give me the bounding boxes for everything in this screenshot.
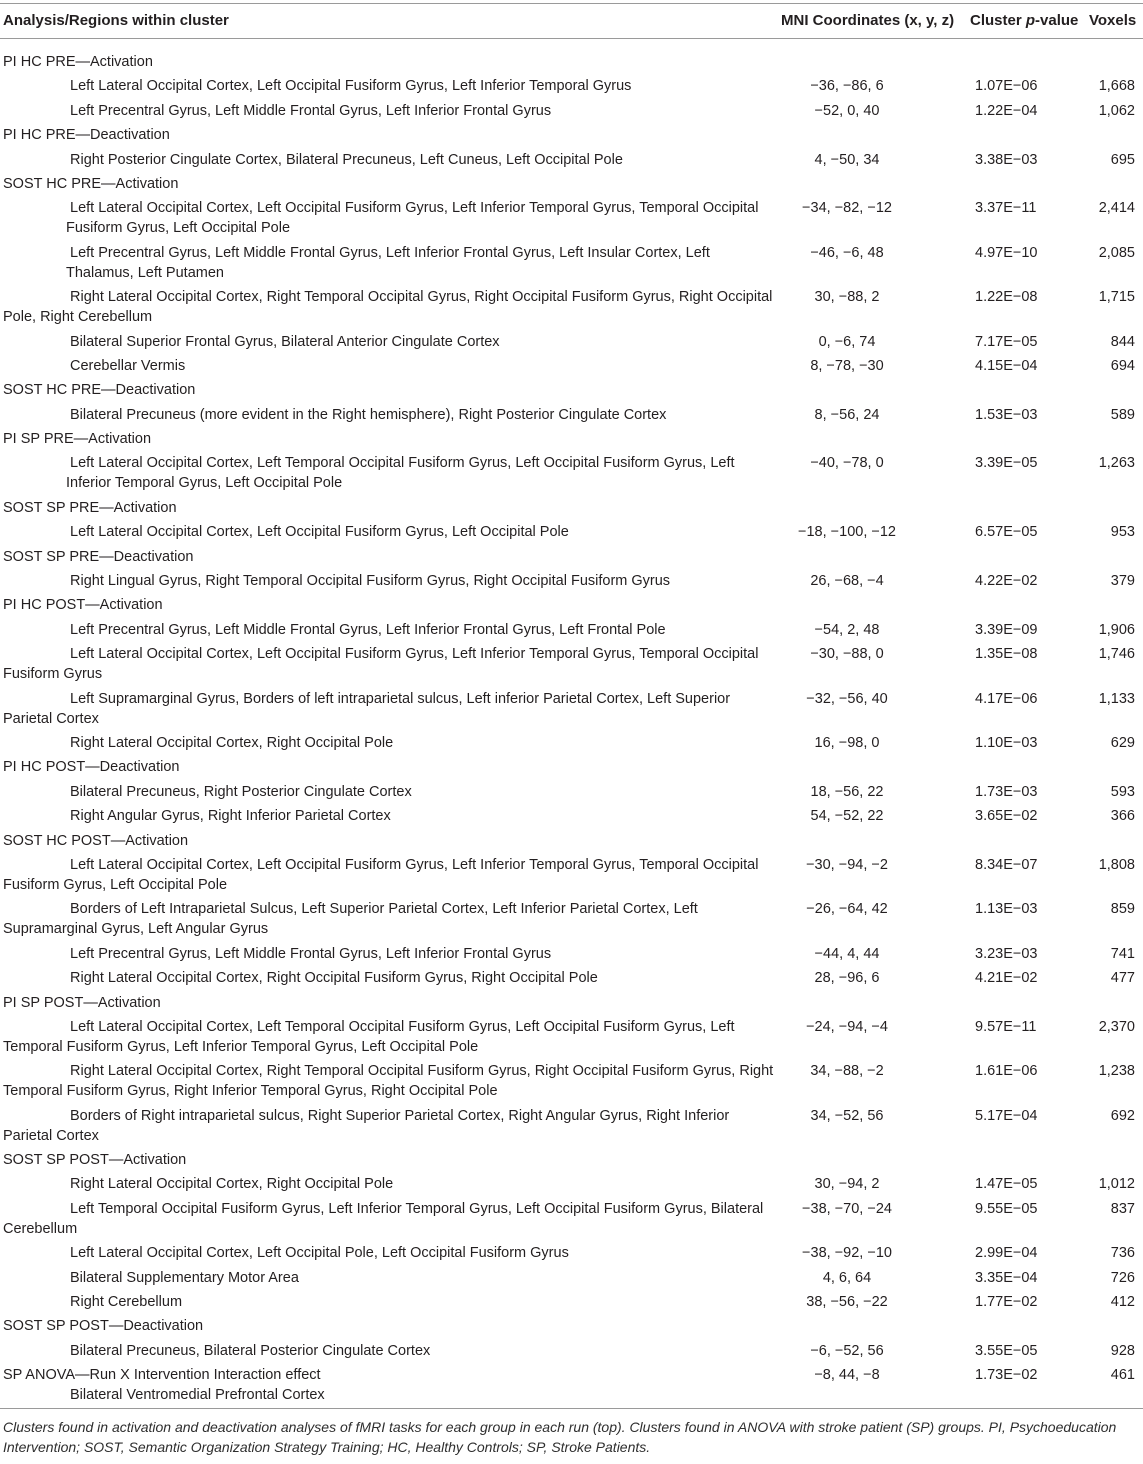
p-value-cell: 3.37E−11: [975, 200, 1037, 217]
mni-coordinates-cell: 34, −52, 56: [810, 1107, 884, 1124]
table-row: [0, 806, 1143, 830]
p-value-cell: 4.22E−02: [975, 573, 1038, 590]
p-value-cell: 3.38E−03: [975, 151, 1038, 168]
region-cell: Left Lateral Occipital Cortex, Left Occipital Fusiform Gyrus, Left Occipital Pole: [70, 524, 569, 541]
group-heading: SOST SP PRE—Deactivation: [3, 548, 194, 565]
region-cell: Right Lateral Occipital Cortex, Right Occipital Pole: [70, 734, 394, 751]
mni-coordinates-cell: −30, −88, 0: [810, 646, 884, 663]
voxels-cell: 1,715: [1098, 289, 1135, 306]
mni-coordinates-cell: −46, −6, 48: [810, 244, 884, 261]
voxels-cell: 694: [1110, 357, 1135, 374]
p-value-cell: 6.57E−05: [975, 524, 1038, 541]
table-row: [0, 1341, 1143, 1365]
voxels-cell: 726: [1110, 1269, 1135, 1286]
anova-row: [0, 1365, 1143, 1385]
region-cell: Left Supramarginal Gyrus, Borders of left intraparietal sulcus, Left inferior Parietal Cortex, Left Superior Parietal Cortex: [3, 690, 731, 727]
mni-coordinates-cell: 8, −78, −30: [810, 357, 884, 374]
voxels-cell: 953: [1110, 524, 1135, 541]
table-row: [0, 243, 1143, 287]
voxels-cell: 1,668: [1098, 78, 1135, 95]
table-row: [0, 733, 1143, 757]
region-cell: Right Cerebellum: [70, 1294, 183, 1311]
region-cell: Right Lateral Occipital Cortex, Right Temporal Occipital Fusiform Gyrus, Right Occipital Fusiform Gyrus, Right Temporal Fusiform Gyrus, Right Inferior Temporal Gyrus, Right Occipital Pole: [3, 1063, 774, 1100]
p-value-cell: 2.99E−04: [975, 1245, 1038, 1262]
table-row: [0, 1061, 1143, 1105]
region-cell: Left Precentral Gyrus, Left Middle Frontal Gyrus, Left Inferior Frontal Gyrus, Left Frontal Pole: [70, 621, 666, 638]
mni-coordinates-cell: −6, −52, 56: [810, 1342, 884, 1359]
table-row: [0, 644, 1143, 688]
group-heading: PI HC PRE—Deactivation: [3, 127, 170, 144]
table-row: [0, 332, 1143, 356]
table-row: [0, 782, 1143, 806]
region-cell: Left Lateral Occipital Cortex, Left Occipital Fusiform Gyrus, Left Inferior Temporal Gyrus: [70, 78, 632, 95]
group-heading: PI SP POST—Activation: [3, 994, 161, 1011]
bottom-rule: [0, 1408, 1143, 1409]
voxels-cell: 1,133: [1098, 690, 1135, 707]
p-value-cell: 3.55E−05: [975, 1342, 1038, 1359]
table-row: [0, 1292, 1143, 1316]
table-row: [0, 571, 1143, 595]
group-heading: PI SP PRE—Activation: [3, 431, 152, 448]
mni-coordinates-cell: 18, −56, 22: [810, 783, 884, 800]
p-value-cell: 3.23E−03: [975, 945, 1038, 962]
region-cell: Borders of Right intraparietal sulcus, Right Superior Parietal Cortex, Right Angular Gyrus, Right Inferior Parietal Cortex: [3, 1107, 730, 1144]
region-cell: Left Lateral Occipital Cortex, Left Occipital Fusiform Gyrus, Left Inferior Temporal Gyrus, Temporal Occipital Fusiform Gyrus, Left Occipital Pole: [66, 200, 759, 237]
mni-coordinates-cell: 4, 6, 64: [822, 1269, 872, 1286]
mni-coordinates-cell: 16, −98, 0: [814, 734, 880, 751]
region-cell: Bilateral Supplementary Motor Area: [70, 1269, 299, 1286]
mni-coordinates-cell: −44, 4, 44: [814, 945, 880, 962]
p-value-cell: 1.13E−03: [975, 901, 1038, 918]
p-header-suffix: -value: [1035, 12, 1079, 29]
p-header-prefix: Cluster: [970, 12, 1026, 29]
table-row: [0, 356, 1143, 380]
voxels-cell: 477: [1110, 970, 1135, 987]
voxels-cell: 837: [1110, 1200, 1135, 1217]
mni-coordinates-cell: −8, 44, −8: [814, 1367, 880, 1384]
region-cell: Bilateral Ventromedial Prefrontal Cortex: [70, 1387, 325, 1404]
p-value-cell: 4.21E−02: [975, 970, 1038, 987]
region-cell: Left Precentral Gyrus, Left Middle Frontal Gyrus, Left Inferior Frontal Gyrus, Left Insular Cortex, Left Thalamus, Left Putamen: [66, 244, 710, 281]
mni-coordinates-cell: −34, −82, −12: [802, 200, 892, 217]
p-value-cell: 5.17E−04: [975, 1107, 1038, 1124]
voxels-cell: 859: [1110, 901, 1135, 918]
mni-coordinates-cell: 8, −56, 24: [814, 406, 880, 423]
voxels-cell: 1,746: [1098, 646, 1135, 663]
mni-coordinates-cell: 28, −96, 6: [814, 970, 880, 987]
table-row: [0, 968, 1143, 992]
group-heading: SOST SP POST—Activation: [3, 1152, 187, 1169]
region-cell: Right Lateral Occipital Cortex, Right Occipital Fusiform Gyrus, Right Occipital Pole: [70, 970, 598, 987]
group-heading: PI HC POST—Activation: [3, 597, 163, 614]
table-row: [0, 1268, 1143, 1292]
table-row: [0, 1199, 1143, 1243]
region-cell: Left Lateral Occipital Cortex, Left Occipital Fusiform Gyrus, Left Inferior Temporal Gyrus, Temporal Occipital Fusiform Gyrus: [3, 646, 759, 683]
anova-region-row: [0, 1385, 1143, 1409]
mni-coordinates-cell: −32, −56, 40: [806, 690, 888, 707]
mni-coordinates-cell: 38, −56, −22: [806, 1294, 888, 1311]
p-value-cell: 1.73E−02: [975, 1367, 1038, 1384]
group-heading: SOST HC PRE—Activation: [3, 175, 179, 192]
region-cell: Right Angular Gyrus, Right Inferior Parietal Cortex: [70, 808, 391, 825]
region-cell: Left Lateral Occipital Cortex, Left Temporal Occipital Fusiform Gyrus, Left Occipital Fusiform Gyrus, Left Inferior Temporal Gyrus, Left Occipital Pole: [66, 455, 735, 492]
mni-coordinates-cell: −52, 0, 40: [814, 102, 880, 119]
mni-coordinates-cell: 0, −6, 74: [818, 333, 876, 350]
p-value-cell: 4.17E−06: [975, 690, 1038, 707]
voxels-cell: 629: [1110, 734, 1135, 751]
p-value-cell: 1.73E−03: [975, 783, 1038, 800]
mni-coordinates-cell: −18, −100, −12: [798, 524, 896, 541]
table-row: [0, 405, 1143, 429]
voxels-cell: 366: [1110, 808, 1135, 825]
p-value-cell: 9.55E−05: [975, 1200, 1038, 1217]
p-value-cell: 1.77E−02: [975, 1294, 1038, 1311]
p-value-cell: 3.65E−02: [975, 808, 1038, 825]
p-value-cell: 1.07E−06: [975, 78, 1038, 95]
table-row: [0, 1243, 1143, 1267]
table-row: [0, 101, 1143, 125]
mni-coordinates-cell: −38, −92, −10: [802, 1245, 892, 1262]
table-row: [0, 522, 1143, 546]
region-cell: Right Lingual Gyrus, Right Temporal Occipital Fusiform Gyrus, Right Occipital Fusiform Gyrus: [70, 573, 671, 590]
mni-coordinates-cell: −36, −86, 6: [810, 78, 884, 95]
region-cell: Cerebellar Vermis: [70, 357, 186, 374]
p-value-cell: 1.35E−08: [975, 646, 1038, 663]
region-cell: Bilateral Precuneus (more evident in the Right hemisphere), Right Posterior Cingulate Cortex: [70, 406, 667, 423]
region-cell: Bilateral Precuneus, Right Posterior Cingulate Cortex: [70, 783, 412, 800]
p-value-cell: 3.39E−05: [975, 455, 1038, 472]
region-cell: Right Lateral Occipital Cortex, Right Occipital Pole: [70, 1176, 394, 1193]
mni-coordinates-cell: −54, 2, 48: [814, 621, 880, 638]
mni-coordinates-cell: 26, −68, −4: [810, 573, 884, 590]
table-row: [0, 620, 1143, 644]
group-heading: SOST SP POST—Deactivation: [3, 1318, 204, 1335]
group-heading: SOST SP PRE—Activation: [3, 499, 177, 516]
voxels-cell: 1,238: [1098, 1063, 1135, 1080]
table-row: [0, 76, 1143, 100]
group-heading: PI HC PRE—Activation: [3, 54, 153, 70]
table-row: [0, 1017, 1143, 1061]
voxels-cell: 593: [1110, 783, 1135, 800]
voxels-cell: 1,062: [1098, 102, 1135, 119]
mni-coordinates-cell: 30, −88, 2: [814, 289, 880, 306]
p-header-italic: p: [1025, 12, 1036, 29]
region-cell: Left Lateral Occipital Cortex, Left Occipital Pole, Left Occipital Fusiform Gyrus: [70, 1245, 569, 1262]
table-row: [0, 150, 1143, 174]
column-header-mni: MNI Coordinates (x, y, z): [781, 12, 955, 29]
voxels-cell: 736: [1110, 1245, 1135, 1262]
header-rule: [0, 38, 1143, 39]
mni-coordinates-cell: −40, −78, 0: [810, 455, 884, 472]
mni-coordinates-cell: 34, −88, −2: [810, 1063, 884, 1080]
voxels-cell: 2,370: [1098, 1018, 1135, 1035]
table-row: [0, 1106, 1143, 1150]
region-cell: Bilateral Superior Frontal Gyrus, Bilateral Anterior Cingulate Cortex: [70, 333, 500, 350]
table-row: [0, 453, 1143, 497]
top-rule: [0, 3, 1143, 4]
table-row: [0, 689, 1143, 733]
region-cell: Left Lateral Occipital Cortex, Left Occipital Fusiform Gyrus, Left Inferior Temporal Gyrus, Temporal Occipital Fusiform Gyrus, Left Occipital Pole: [3, 856, 759, 893]
table-body: [0, 52, 1143, 1410]
voxels-cell: 1,906: [1098, 621, 1135, 638]
voxels-cell: 928: [1110, 1342, 1135, 1359]
p-value-cell: 1.53E−03: [975, 406, 1038, 423]
table-row: [0, 899, 1143, 943]
region-cell: Bilateral Precuneus, Bilateral Posterior Cingulate Cortex: [70, 1342, 431, 1359]
voxels-cell: 412: [1110, 1294, 1135, 1311]
p-value-cell: 1.61E−06: [975, 1063, 1038, 1080]
region-cell: Left Precentral Gyrus, Left Middle Frontal Gyrus, Left Inferior Frontal Gyrus: [70, 945, 552, 962]
group-heading: PI HC POST—Deactivation: [3, 759, 180, 776]
mni-coordinates-cell: −38, −70, −24: [802, 1200, 892, 1217]
p-value-cell: 4.15E−04: [975, 357, 1038, 374]
p-value-cell: 1.47E−05: [975, 1176, 1038, 1193]
voxels-cell: 1,263: [1098, 455, 1135, 472]
table-row: [0, 287, 1143, 331]
region-cell: Borders of Left Intraparietal Sulcus, Left Superior Parietal Cortex, Left Inferior Parietal Cortex, Left Supramarginal Gyrus, Left Angular Gyrus: [3, 901, 698, 938]
p-value-cell: 1.10E−03: [975, 734, 1038, 751]
voxels-cell: 461: [1110, 1367, 1135, 1384]
column-header-region: Analysis/Regions within cluster: [3, 12, 229, 29]
region-cell: Right Posterior Cingulate Cortex, Bilateral Precuneus, Left Cuneus, Left Occipital Pole: [70, 151, 623, 168]
voxels-cell: 1,808: [1098, 856, 1135, 873]
mni-coordinates-cell: −24, −94, −4: [806, 1018, 888, 1035]
voxels-cell: 741: [1110, 945, 1135, 962]
table-row: [0, 198, 1143, 242]
p-value-cell: 1.22E−04: [975, 102, 1038, 119]
p-value-cell: 8.34E−07: [975, 856, 1038, 873]
mni-coordinates-cell: 54, −52, 22: [810, 808, 884, 825]
voxels-cell: 2,085: [1098, 244, 1135, 261]
region-cell: Right Lateral Occipital Cortex, Right Temporal Occipital Gyrus, Right Occipital Fusiform Gyrus, Right Occipital Pole, Right Cerebellum: [3, 289, 773, 326]
group-heading: SOST HC PRE—Deactivation: [3, 382, 196, 399]
table-footnote: Clusters found in activation and deactivation analyses of fMRI tasks for each group in each run (top). Clusters found in ANOVA with stroke patient (SP) groups. PI, Psychoeducation Intervention; SOST, Semantic Organization Strategy Training; HC, Healthy Controls; SP, Stroke Patients.: [3, 1419, 1117, 1455]
voxels-cell: 379: [1110, 573, 1135, 590]
p-value-cell: 4.97E−10: [975, 244, 1038, 261]
table-row: [0, 855, 1143, 899]
table-row: [0, 944, 1143, 968]
column-header-voxels: Voxels: [1089, 12, 1137, 29]
group-heading: SOST HC POST—Activation: [3, 832, 189, 849]
p-value-cell: 3.35E−04: [975, 1269, 1038, 1286]
region-cell: Left Precentral Gyrus, Left Middle Frontal Gyrus, Left Inferior Frontal Gyrus: [70, 102, 552, 119]
voxels-cell: 589: [1110, 406, 1135, 423]
region-cell: Left Temporal Occipital Fusiform Gyrus, Left Inferior Temporal Gyrus, Left Occipital Fusiform Gyrus, Bilateral Cerebellum: [3, 1200, 764, 1237]
p-value-cell: 1.22E−08: [975, 289, 1038, 306]
voxels-cell: 692: [1110, 1107, 1135, 1124]
p-value-cell: 7.17E−05: [975, 333, 1038, 350]
voxels-cell: 695: [1110, 151, 1135, 168]
p-value-cell: 3.39E−09: [975, 621, 1038, 638]
voxels-cell: 1,012: [1098, 1176, 1135, 1193]
mni-coordinates-cell: −30, −94, −2: [806, 856, 888, 873]
column-header-p-value: [970, 11, 1078, 30]
voxels-cell: 844: [1110, 333, 1135, 350]
mni-coordinates-cell: 4, −50, 34: [814, 151, 880, 168]
p-value-cell: 9.57E−11: [975, 1018, 1037, 1035]
voxels-cell: 2,414: [1098, 200, 1135, 217]
mni-coordinates-cell: −26, −64, 42: [806, 901, 888, 918]
region-cell: Left Lateral Occipital Cortex, Left Temporal Occipital Fusiform Gyrus, Left Occipital Fusiform Gyrus, Left Temporal Fusiform Gyrus, Left Inferior Temporal Gyrus, Left Occipital Pole: [3, 1018, 735, 1055]
table-row: [0, 1174, 1143, 1198]
mni-coordinates-cell: 30, −94, 2: [814, 1176, 880, 1193]
anova-heading: SP ANOVA—Run X Intervention Interaction effect: [3, 1367, 321, 1384]
